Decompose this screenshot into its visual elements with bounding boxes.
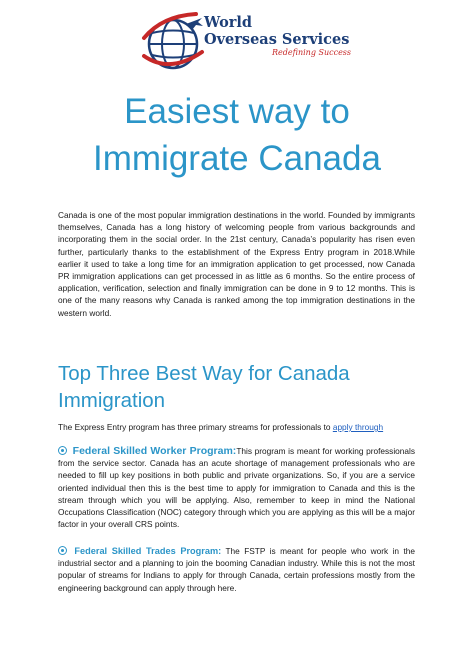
radio-bullet-icon <box>58 446 67 455</box>
section-lead <box>58 421 415 433</box>
section-heading: Top Three Best Way for Canada Immigration <box>58 362 350 412</box>
item-text: This program is meant for working professionals from the service sector. Canada has an acute shortage of management professionals who are needed to fill up key positions in both public and private organizations. So, if you are a service oriented individual then this is the best time to apply for immigration to Canada and this is the stream through which you will be applying. Also, remember to keep in mind the National Occupations Classification (NOC) category through which you are applying as this will be a major factor in your overall CRS points. <box>58 446 415 530</box>
brand-text <box>204 14 351 57</box>
brand-tagline: Redefining Success <box>272 48 352 57</box>
item-text: The FSTP is meant for people who work in the industrial sector and a planning to join the booming Canadian industry. While this is not the most popular of streams for Indians to apply for through Canada, certain professions mostly from the engineering background can apply through here. <box>58 546 415 593</box>
item-title: Federal Skilled Worker Program: <box>72 445 237 457</box>
title-line-1: Easiest way to <box>124 92 350 131</box>
intro-paragraph: Canada is one of the most popular immigration destinations in the world. Founded by immigrants themselves, Canada has a long history of welcoming people from various backgrounds and incorporating them in the social order. In the 21st century, Canada’s popularity has risen even further, particularly thanks to the establishment of the Express Entry program in 2018.While earlier it used to take a long time for an immigration application to get processed, now Canada PR immigration applications can get processed in as little as 6 months. So the entire process of application, verification, selection and finally immigration can be done in 9 to 12 months. This is one of the many reasons why Canada is ranked among the top immigration destinations in the western world. <box>58 210 415 318</box>
brand-line-1: World <box>204 14 253 31</box>
lead-text: The Express Entry program has three primary streams for professionals to <box>58 422 333 432</box>
apply-through-link[interactable]: apply through <box>332 422 384 432</box>
brand-line-2: Overseas Services <box>204 31 350 48</box>
radio-bullet-icon <box>58 546 67 555</box>
title-line-2: Immigrate Canada <box>93 139 381 178</box>
globe-plane-icon <box>140 8 208 76</box>
item-title: Federal Skilled Trades Program: <box>74 546 222 556</box>
page-title <box>0 88 474 182</box>
list-item <box>58 545 415 594</box>
company-logo <box>140 8 352 80</box>
list-item <box>58 445 415 530</box>
